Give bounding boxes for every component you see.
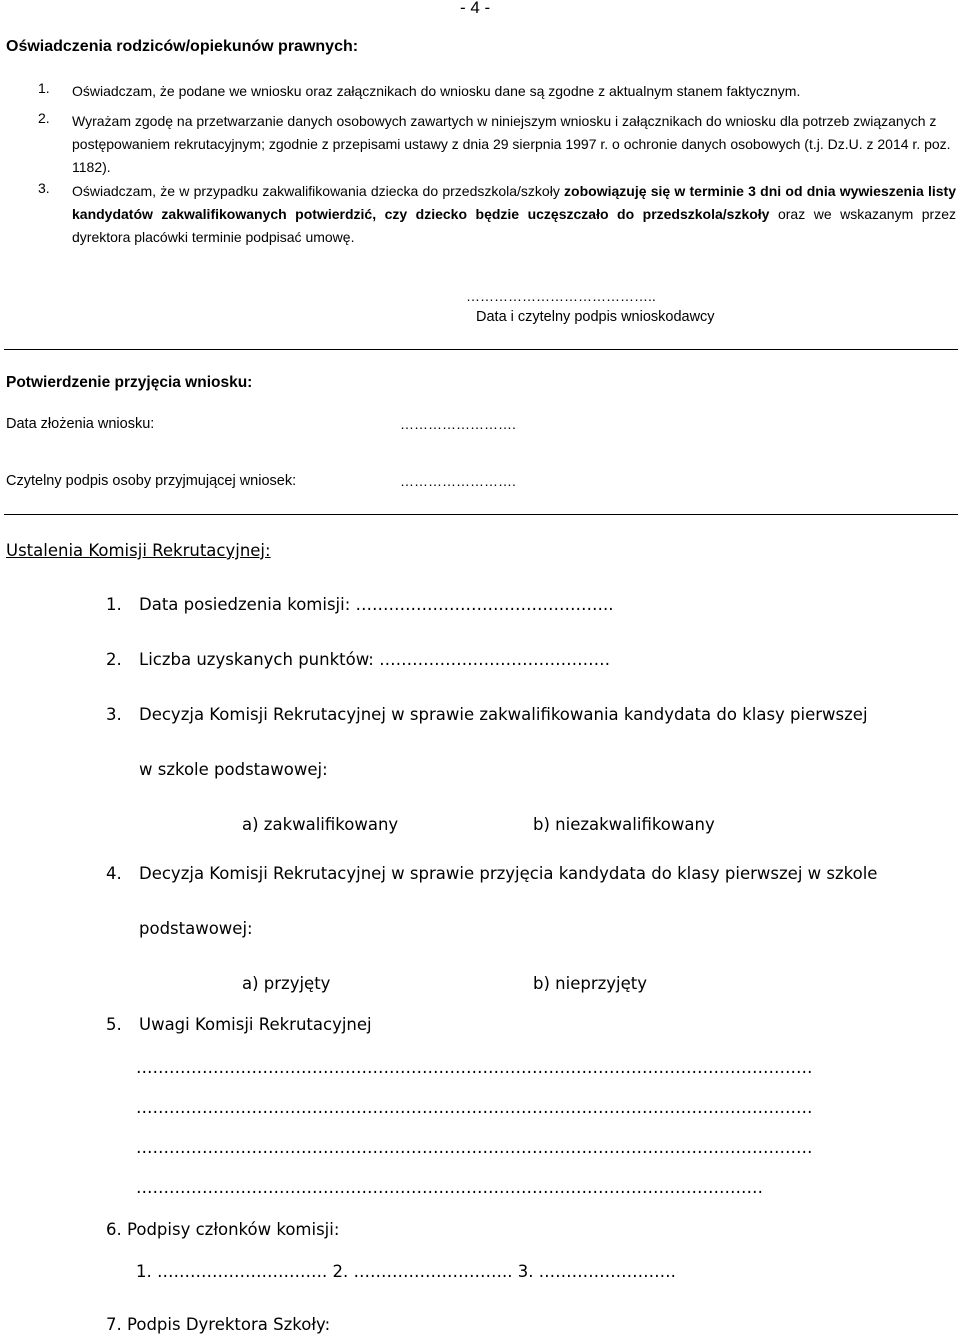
commission-item-5-number: 5. bbox=[106, 1015, 122, 1034]
commission-members-signatures-title: 6. Podpisy członków komisji: bbox=[106, 1220, 340, 1239]
declaration-3-text-intro: Oświadczam, że w przypadku zakwalifikowania dziecka do przedszkola/szkoły bbox=[72, 183, 565, 199]
section-divider-2 bbox=[4, 514, 958, 515]
receiver-signature-dots: ……………………. bbox=[400, 473, 516, 489]
applicant-signature-dots: ………………………………….. bbox=[466, 288, 656, 304]
declaration-3-number: 3. bbox=[38, 180, 50, 196]
declaration-2-number: 2. bbox=[38, 110, 50, 126]
declaration-2-text: Wyrażam zgodę na przetwarzanie danych osobowych zawartych w niniejszym wniosku i załącznikach do wniosku dla potrzeb związanych z postępowaniem rekrutacyjnym; zgodnie z przepisami ustawy z dnia 29 sierpnia 1997 r. o ochronie danych osobowych (t.j. Dz.U. z 2014 r. poz. 1182). bbox=[72, 113, 951, 175]
receiver-signature-label: Czytelny podpis osoby przyjmującej wniosek: bbox=[6, 473, 297, 489]
commission-item-2-text: Liczba uzyskanych punktów: …………………………………… bbox=[139, 650, 611, 669]
principal-signature-title: 7. Podpis Dyrektora Szkoły: bbox=[106, 1315, 331, 1334]
declaration-3-text bbox=[72, 180, 956, 249]
remarks-line: …………………………………………………………………………………………………………… bbox=[136, 1138, 813, 1157]
section-divider-1 bbox=[4, 349, 958, 350]
commission-item-3-line2: w szkole podstawowej: bbox=[139, 760, 328, 779]
commission-members-signature-line: 1. …………………………. 2. ……………………….. 3. ……………………. bbox=[136, 1262, 676, 1281]
remarks-line: …………………………………………………………………………………………………………… bbox=[136, 1098, 813, 1117]
commission-title: Ustalenia Komisji Rekrutacyjnej: bbox=[6, 541, 271, 560]
declaration-3-text-outro: oraz we wskazanym przez dyrektora placówki terminie podpisać umowę. bbox=[72, 206, 956, 245]
commission-item-4-line1: Decyzja Komisji Rekrutacyjnej w sprawie przyjęcia kandydata do klasy pierwszej w szkole bbox=[139, 864, 878, 883]
commission-item-3-line1: Decyzja Komisji Rekrutacyjnej w sprawie zakwalifikowania kandydata do klasy pierwszej bbox=[139, 705, 868, 724]
declarations-title: Oświadczenia rodziców/opiekunów prawnych: bbox=[6, 38, 359, 55]
option-not-admitted: b) nieprzyjęty bbox=[533, 974, 648, 993]
page-number: - 4 - bbox=[460, 0, 491, 17]
option-admitted: a) przyjęty bbox=[242, 974, 331, 993]
submission-date-label: Data złożenia wniosku: bbox=[6, 416, 155, 432]
commission-item-2-number: 2. bbox=[106, 650, 122, 669]
remarks-line: …………………………………………………………………………………………………………… bbox=[136, 1058, 813, 1077]
commission-item-4-line2: podstawowej: bbox=[139, 919, 253, 938]
commission-item-4-number: 4. bbox=[106, 864, 122, 883]
declaration-1-number: 1. bbox=[38, 80, 50, 96]
commission-item-5-text: Uwagi Komisji Rekrutacyjnej bbox=[139, 1015, 372, 1034]
option-not-qualified: b) niezakwalifikowany bbox=[533, 815, 715, 834]
commission-item-1-text: Data posiedzenia komisji: ……………………………………….. bbox=[139, 595, 614, 614]
option-qualified: a) zakwalifikowany bbox=[242, 815, 399, 834]
remarks-line: …………………………………………………………………………………………………… bbox=[136, 1178, 763, 1197]
confirmation-title: Potwierdzenie przyjęcia wniosku: bbox=[6, 374, 253, 391]
commission-item-1-number: 1. bbox=[106, 595, 122, 614]
commission-item-3-number: 3. bbox=[106, 705, 122, 724]
declaration-1-text: Oświadczam, że podane we wniosku oraz załącznikach do wniosku dane są zgodne z aktualnym stanem faktycznym. bbox=[72, 83, 801, 99]
submission-date-dots: ……………………. bbox=[400, 416, 516, 432]
declaration-3-text-obligation: zobowiązuję się w terminie 3 dni od dnia wywieszenia listy kandydatów zakwalifikowanych potwierdzić, czy dziecko będzie uczęszczało do przedszkola/szkoły bbox=[72, 183, 956, 222]
applicant-signature-caption: Data i czytelny podpis wnioskodawcy bbox=[476, 309, 715, 325]
